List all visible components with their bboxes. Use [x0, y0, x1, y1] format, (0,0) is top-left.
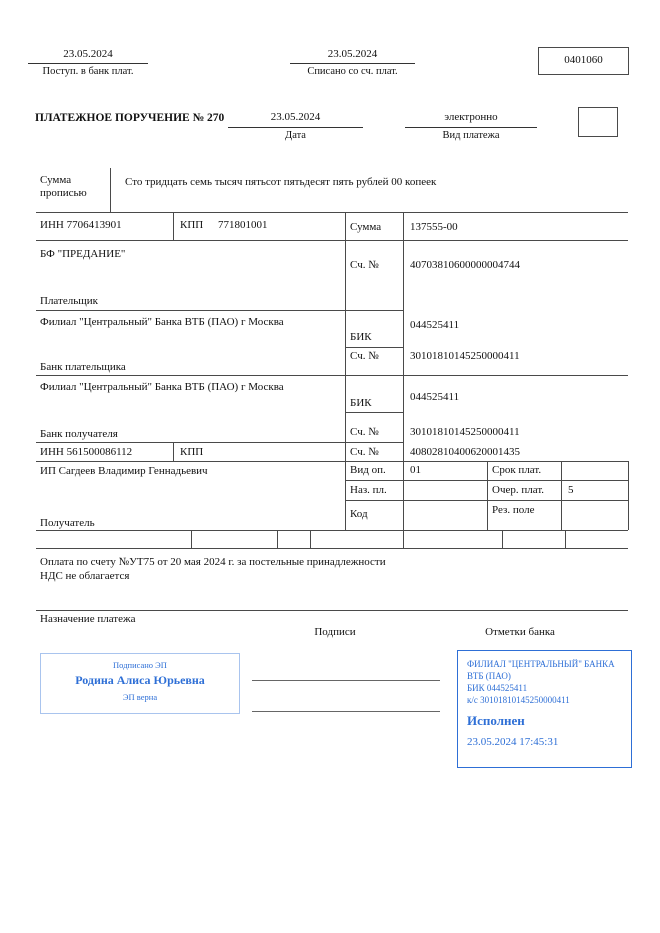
debited-label: Списано со сч. плат.: [307, 66, 398, 77]
pay-term-label: Срок плат.: [492, 464, 542, 476]
pay-purpose-code-label: Наз. пл.: [350, 484, 387, 496]
payer-account-label: Сч. №: [350, 259, 379, 271]
payee-account-label: Сч. №: [350, 446, 379, 458]
signatures-label: Подписи: [314, 626, 356, 638]
payer-account: 40703810600000004744: [410, 259, 520, 271]
payee-bank-account: 30101810145250000411: [410, 426, 520, 438]
grid-line: [191, 530, 192, 548]
grid-line: [110, 168, 111, 212]
grid-line: [36, 530, 628, 531]
payer-bank-account: 30101810145250000411: [410, 350, 520, 362]
payer-inn: ИНН 7706413901: [40, 219, 122, 231]
grid-line: [36, 610, 628, 611]
payer-name: БФ "ПРЕДАНИЕ": [40, 248, 126, 260]
payee-kpp-label: КПП: [180, 446, 204, 458]
signature-line: [252, 680, 440, 681]
signature-line: [252, 711, 440, 712]
payer-bank-name: Филиал "Центральный" Банка ВТБ (ПАО) г Москва: [40, 316, 284, 328]
amount-words-label: Сумма прописью: [40, 174, 87, 200]
grid-line: [36, 461, 628, 462]
grid-line: [345, 212, 346, 530]
payee-name: ИП Сагдеев Владимир Геннадьевич: [40, 465, 208, 477]
payer-bank-label: Банк плательщика: [40, 361, 126, 373]
grid-line: [173, 212, 174, 240]
amount-words: Сто тридцать семь тысяч пятьсот пятьдесят пять рублей 00 копеек: [125, 176, 437, 188]
form-code-box: [538, 47, 629, 75]
date-underline: [228, 127, 363, 128]
bank-stamp-corr-account: к/с 30101810145250000411: [467, 695, 570, 705]
payer-kpp: 771801001: [218, 219, 268, 231]
grid-line: [310, 530, 311, 548]
grid-line: [502, 530, 503, 548]
payee-bank-label: Банк получателя: [40, 428, 118, 440]
payee-label: Получатель: [40, 517, 95, 529]
grid-line: [561, 461, 562, 530]
bank-stamp-bik: БИК 044525411: [467, 683, 528, 693]
debited-underline: [290, 63, 415, 64]
grid-line: [36, 548, 628, 549]
document-title: ПЛАТЕЖНОЕ ПОРУЧЕНИЕ № 270: [35, 112, 225, 124]
grid-line: [277, 530, 278, 548]
payer-bank-bik-label: БИК: [350, 331, 372, 343]
stamp-valid-text: ЭП верна: [122, 692, 158, 702]
reserve-field-label: Рез. поле: [492, 504, 535, 516]
status-field-box: [578, 107, 618, 137]
received-underline: [28, 63, 148, 64]
payee-inn: ИНН 561500086112: [40, 446, 133, 458]
payee-bank-bik-label: БИК: [350, 397, 372, 409]
grid-line: [565, 530, 566, 548]
priority-label: Очер. плат.: [492, 484, 545, 496]
grid-line: [36, 375, 628, 376]
grid-line: [628, 461, 629, 530]
amount-sum-label: Сумма: [350, 221, 382, 233]
bank-stamp: [457, 650, 632, 768]
bank-stamp-name-line1: ФИЛИАЛ "ЦЕНТРАЛЬНЫЙ" БАНКА: [467, 659, 615, 669]
bank-stamp-datetime: 23.05.2024 17:45:31: [467, 736, 559, 748]
grid-line: [345, 412, 403, 413]
document-date: 23.05.2024: [270, 111, 321, 123]
stamp-signer-name: Родина Алиса Юрьевна: [75, 673, 205, 687]
debited-date: 23.05.2024: [327, 48, 378, 60]
payee-bank-account-label: Сч. №: [350, 426, 379, 438]
grid-line: [36, 310, 403, 311]
purpose-line1: Оплата по счету №УТ75 от 20 мая 2024 г. за постельные принадлежности: [40, 556, 386, 568]
payer-bank-bik: 044525411: [410, 319, 460, 331]
payment-kind-underline: [405, 127, 537, 128]
grid-line: [487, 461, 488, 530]
purpose-label: Назначение платежа: [40, 613, 136, 625]
amount-sum-value: 137555-00: [410, 221, 458, 233]
grid-line: [345, 347, 403, 348]
payee-bank-bik: 044525411: [410, 391, 460, 403]
op-kind-label: Вид оп.: [350, 464, 386, 476]
purpose-line2: НДС не облагается: [40, 570, 130, 582]
grid-line: [173, 442, 174, 461]
stamp-signed-text: Подписано ЭП: [113, 660, 167, 670]
grid-line: [36, 212, 628, 213]
bank-stamp-name-line2: ВТБ (ПАО): [467, 671, 511, 681]
code-label: Код: [350, 508, 368, 520]
signature-stamp: [40, 653, 240, 714]
priority-value: 5: [568, 484, 574, 496]
bank-marks-label: Отметки банка: [485, 626, 555, 638]
payee-account: 40802810400620001435: [410, 446, 520, 458]
op-kind-value: 01: [410, 464, 421, 476]
payment-kind: электронно: [444, 111, 498, 123]
grid-line: [36, 442, 403, 443]
received-date: 23.05.2024: [63, 48, 113, 60]
date-label: Дата: [285, 130, 306, 141]
payee-bank-name: Филиал "Центральный" Банка ВТБ (ПАО) г Москва: [40, 381, 284, 393]
bank-stamp-status: Исполнен: [467, 713, 525, 728]
form-code: 0401060: [564, 54, 603, 66]
payment-kind-label: Вид платежа: [442, 130, 500, 141]
received-label: Поступ. в банк плат.: [42, 66, 134, 77]
grid-line: [403, 212, 404, 548]
grid-line: [36, 240, 628, 241]
payer-kpp-label: КПП: [180, 219, 204, 231]
payer-label: Плательщик: [40, 295, 98, 307]
payer-bank-account-label: Сч. №: [350, 350, 379, 362]
